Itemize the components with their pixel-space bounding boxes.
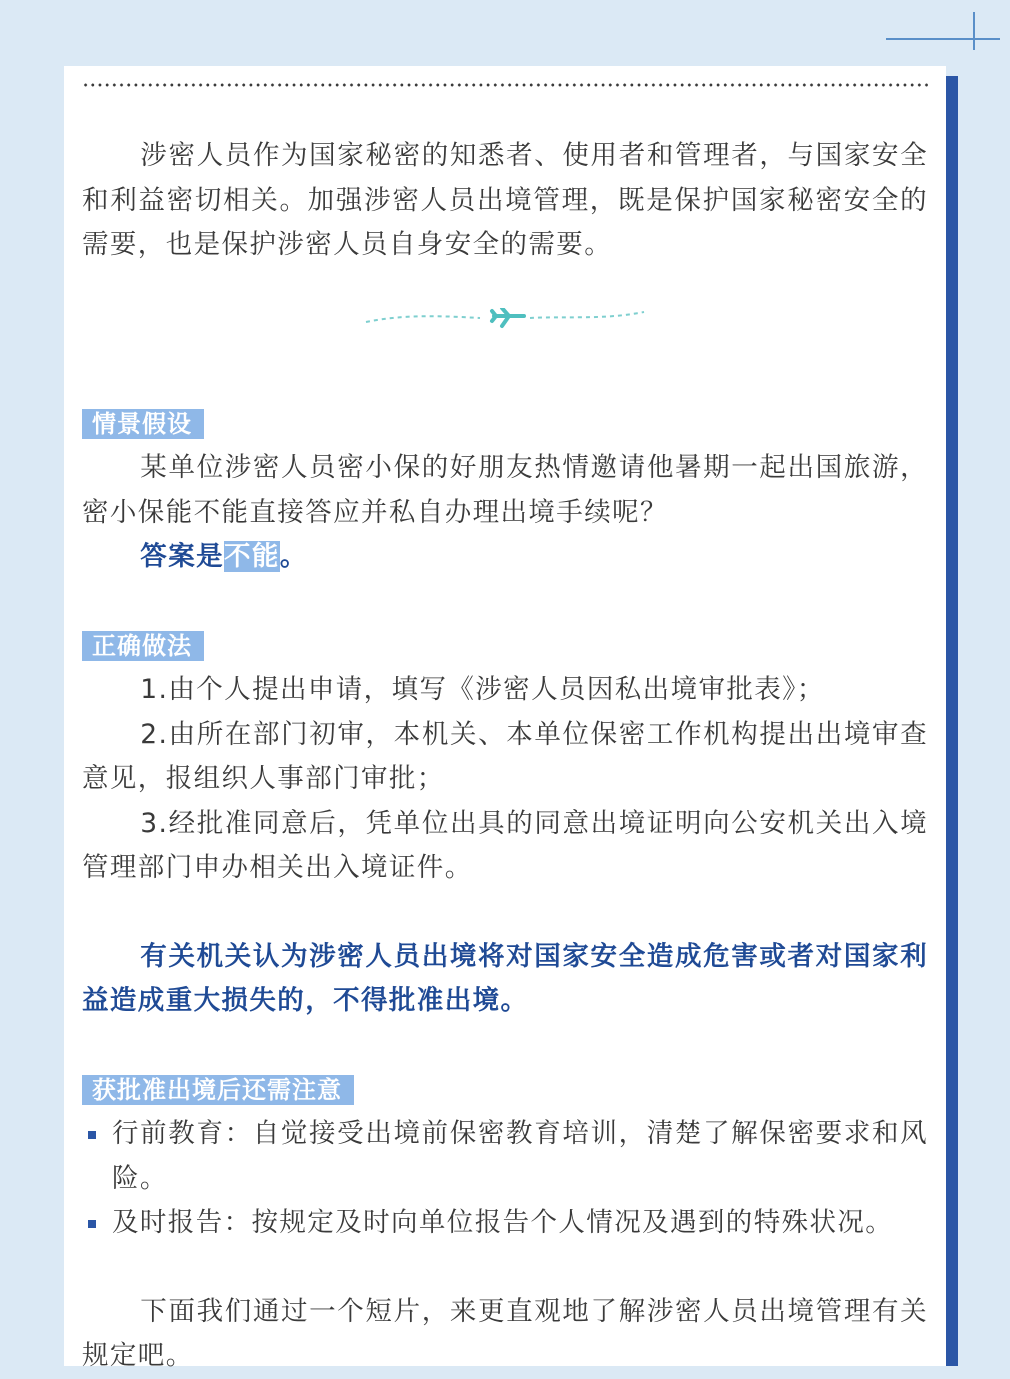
list-item [82, 1112, 928, 1201]
airplane-icon [364, 308, 646, 332]
outro-paragraph: 下面我们通过一个短片，来更直观地了解涉密人员出境管理有关规定吧。 [82, 1295, 928, 1371]
answer-suffix: 。 [279, 541, 308, 572]
article-content [82, 134, 928, 1379]
scenario-tag: 情景假设 [82, 409, 204, 439]
correct-tag: 正确做法 [82, 631, 204, 661]
scenario-answer [82, 535, 928, 580]
intro-paragraph: 涉密人员作为国家秘密的知悉者、使用者和管理者，与国家安全和利益密切相关。加强涉密人员出境管理，既是保护国家秘密安全的需要，也是保护涉密人员自身安全的需要。 [82, 140, 928, 260]
answer-prefix: 答案是 [140, 541, 224, 572]
note-text: 及时报告：按规定及时向单位报告个人情况及遇到的特殊状况。 [112, 1207, 894, 1238]
correct-section [82, 624, 928, 891]
step-item: 2.由所在部门初审，本机关、本单位保密工作机构提出出境审查意见，报组织人事部门审批； [82, 718, 928, 794]
note-text: 行前教育：自觉接受出境前保密教育培训，清楚了解保密要求和风险。 [112, 1118, 928, 1194]
notes-list [82, 1112, 928, 1246]
right-accent-bar [946, 76, 958, 1366]
bullet-square-icon [88, 1131, 96, 1139]
notes-tag: 获批准出境后还需注意 [82, 1075, 354, 1105]
dotted-divider [82, 83, 928, 87]
warning-paragraph: 有关机关认为涉密人员出境将对国家安全造成危害或者对国家利益造成重大损失的，不得批准出境。 [82, 940, 928, 1016]
step-item: 1.由个人提出申请，填写《涉密人员因私出境审批表》； [140, 674, 825, 705]
corner-line-horizontal [886, 38, 1000, 40]
corner-line-vertical [973, 12, 975, 50]
plane-divider [82, 268, 928, 402]
answer-highlight: 不能 [224, 541, 280, 572]
scenario-text: 某单位涉密人员密小保的好朋友热情邀请他暑期一起出国旅游，密小保能不能直接答应并私自办理出境手续呢？ [82, 452, 928, 528]
bullet-square-icon [88, 1220, 96, 1228]
scenario-section [82, 402, 928, 580]
article-card [64, 66, 946, 1371]
step-item: 3.经批准同意后，凭单位出具的同意出境证明向公安机关出入境管理部门申办相关出入境证件。 [82, 807, 928, 883]
notes-section [82, 1068, 928, 1246]
list-item [82, 1201, 928, 1246]
